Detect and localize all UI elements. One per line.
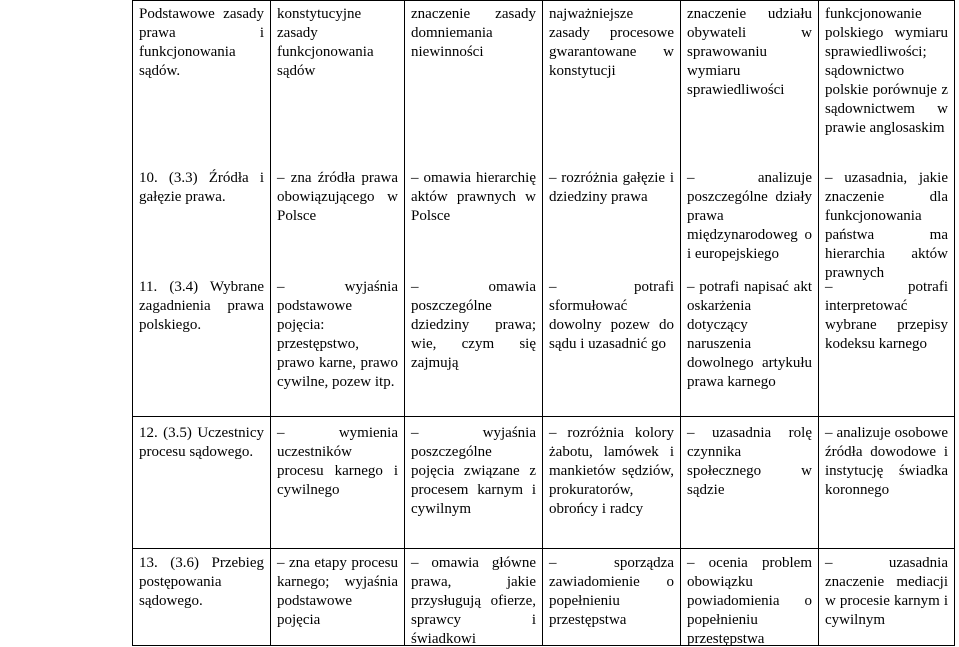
requirement-cell (819, 1, 955, 417)
requirement-cell: – analizuje osobowe źródła dowodowe i instytucję świadka koronnego (819, 417, 955, 549)
requirement-cell: – sporządza zawiadomienie o popełnieniu przestępstwa (543, 549, 681, 646)
requirement-cell: – omawia główne prawa, jakie przysługują ofierze, sprawcy i świadkowi (405, 549, 543, 646)
requirement-text: – zna źródła prawa obowiązującego w Polsce (277, 170, 398, 224)
topic-cell (133, 1, 271, 417)
requirement-cell (405, 1, 543, 417)
requirement-text: – omawia poszczególne dziedziny prawa; wie, czym się zajmują (411, 279, 536, 371)
requirement-cell: – rozróżnia kolory żabotu, lamówek i mankietów sędziów, prokuratorów, obrońcy i radcy (543, 417, 681, 549)
requirement-text: najważniejsze zasady procesowe gwarantowane w konstytucji (549, 6, 674, 79)
topic-text: 11. (3.4) Wybrane zagadnienia prawa polskiego. (139, 279, 264, 333)
requirement-text: funkcjonowanie polskiego wymiaru sprawiedliwości; sądownictwo polskie porównuje z sądownictwem w prawie anglosaskim (825, 6, 948, 136)
requirement-text: – uzasadnia, jakie znaczenie dla funkcjonowania państwa ma hierarchia aktów prawnych (825, 170, 948, 281)
requirement-cell (271, 1, 405, 417)
requirement-text: – omawia hierarchię aktów prawnych w Polsce (411, 170, 536, 224)
topic-cell: 13. (3.6) Przebieg postępowania sądowego. (133, 549, 271, 646)
requirement-text: – potrafi interpretować wybrane przepisy kodeksu karnego (825, 279, 948, 352)
requirement-cell (543, 1, 681, 417)
requirement-cell: – wymienia uczestników procesu karnego i cywilnego (271, 417, 405, 549)
table-row (133, 549, 955, 646)
requirement-cell: – wyjaśnia poszczególne pojęcia związane z procesem karnym i cywilnym (405, 417, 543, 549)
requirement-text: konstytucyjne zasady funkcjonowania sądów (277, 6, 374, 79)
requirement-text: znaczenie udziału obywateli w sprawowaniu wymiaru sprawiedliwości (687, 6, 812, 98)
topic-text: 10. (3.3) Źródła i gałęzie prawa. (139, 170, 264, 205)
requirement-text: – wyjaśnia podstawowe pojęcia: przestępstwo, prawo karne, prawo cywilne, pozew itp. (277, 279, 398, 390)
requirement-text: – analizuje poszczególne działy prawa międzynarodoweg o i europejskiego (687, 170, 812, 262)
topic-text: Podstawowe zasady prawa i funkcjonowania sądów. (139, 6, 264, 79)
table-row (133, 1, 955, 417)
curriculum-table (132, 0, 955, 646)
requirement-text: – rozróżnia gałęzie i dziedziny prawa (549, 170, 674, 205)
requirement-text: – potrafi sformułować dowolny pozew do sądu i uzasadnić go (549, 279, 674, 352)
topic-cell: 12. (3.5) Uczestnicy procesu sądowego. (133, 417, 271, 549)
requirement-cell: – uzasadnia rolę czynnika społecznego w sądzie (681, 417, 819, 549)
table-row (133, 417, 955, 549)
requirement-cell: – ocenia problem obowiązku powiadomienia o popełnieniu przestępstwa (681, 549, 819, 646)
requirement-cell: – uzasadnia znaczenie mediacji w procesie karnym i cywilnym (819, 549, 955, 646)
requirement-cell (681, 1, 819, 417)
requirement-cell: – zna etapy procesu karnego; wyjaśnia podstawowe pojęcia (271, 549, 405, 646)
requirement-text: znaczenie zasady domniemania niewinności (411, 6, 536, 60)
requirement-text: – potrafi napisać akt oskarżenia dotyczący naruszenia dowolnego artykułu prawa karnego (687, 279, 812, 390)
